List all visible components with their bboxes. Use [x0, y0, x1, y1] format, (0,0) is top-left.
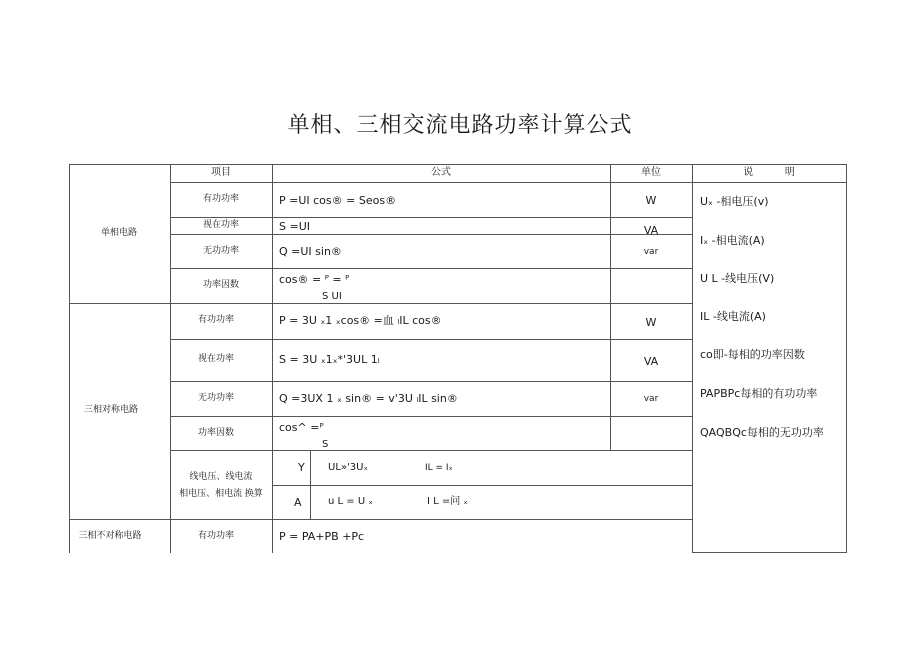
note-item: Uₓ -相电压(v)	[700, 195, 769, 208]
note-item: Iₓ -相电流(A)	[700, 234, 765, 247]
wye-current-formula: IL = Iₓ	[425, 463, 453, 473]
note-item: QAQBQc每相的无功功率	[700, 426, 824, 439]
formula: S =UI	[279, 220, 310, 233]
formula: P =UI cos® = Seos®	[279, 194, 397, 207]
table-rule	[69, 519, 692, 520]
table-border-right	[846, 164, 847, 553]
table-rule	[170, 450, 692, 451]
formula: P = PA+PB +Pc	[279, 530, 365, 543]
item-label: 有功功率	[202, 194, 240, 204]
unit: W	[645, 194, 657, 207]
formula: Q =UI sin®	[279, 245, 342, 258]
formula: cos® = ᴾ = ᴾ	[279, 273, 350, 286]
note-item: PAPBPc每相的有功功率	[700, 387, 818, 400]
header-unit: 单位	[641, 167, 661, 178]
item-label: 功率因数	[197, 428, 235, 438]
unit: W	[645, 316, 657, 329]
note-item: IL -线电流(A)	[700, 310, 766, 323]
table-col-rule	[692, 164, 693, 553]
table-rule	[170, 268, 692, 269]
table-border-left	[69, 164, 70, 553]
table-rule	[69, 303, 692, 304]
table-rule	[170, 339, 692, 340]
wye-voltage-formula: UL»'3Uₓ	[328, 462, 368, 473]
table-col-rule	[272, 164, 273, 553]
unit: var	[643, 247, 659, 257]
item-label: 有功功率	[197, 531, 235, 541]
item-label: 无功功率	[197, 393, 235, 403]
wye-connection-label: Y	[298, 461, 305, 474]
table-rule	[272, 485, 692, 486]
formula-denominator: S UI	[322, 291, 342, 302]
table-rule	[170, 234, 692, 235]
table-rule	[170, 416, 692, 417]
unit: VA	[643, 355, 659, 368]
formula-denominator: S	[322, 439, 329, 450]
table-rule	[170, 217, 692, 218]
unit: VA	[643, 224, 659, 237]
header-formula: 公式	[431, 167, 451, 178]
table-col-rule	[170, 164, 171, 553]
group-label-three-phase-asymmetric: 三相不对称电路	[78, 531, 142, 541]
item-label-line-phase-2: 相电压、相电流 换算	[179, 489, 263, 499]
table-border-top	[69, 164, 846, 165]
item-label: 无功功率	[202, 246, 240, 256]
note-item: co即-每相的功率因数	[700, 348, 805, 361]
item-label: 视在功率	[202, 220, 240, 230]
page-title: 单相、三相交流电路功率计算公式	[287, 113, 633, 138]
table-border-bottom	[692, 552, 846, 553]
formula: P = 3U ₓ1 ₓcos® =血 ₗIL cos®	[279, 314, 442, 327]
group-label-three-phase-symmetric: 三相对称电路	[83, 405, 139, 415]
item-label: 功率因数	[202, 280, 240, 290]
note-item: U L -线电压(V)	[700, 272, 775, 285]
unit: var	[643, 394, 659, 404]
formula: Q =3UX 1 ₓ sin® = v'3U ₗIL sin®	[279, 392, 458, 405]
item-label: 视在功率	[197, 354, 235, 364]
table-col-rule	[610, 164, 611, 451]
formula: cos^ =ᴾ	[279, 421, 324, 434]
item-label: 有功功率	[197, 315, 235, 325]
header-item: 项目	[211, 167, 231, 178]
table-col-rule	[310, 450, 311, 519]
delta-connection-label: A	[294, 496, 302, 509]
group-label-single-phase: 单相电路	[100, 228, 138, 238]
delta-voltage-formula: u L = U ₓ	[328, 496, 373, 507]
item-label-line-phase-1: 线电压、线电流	[189, 472, 253, 482]
delta-current-formula: I L =问 ₓ	[427, 496, 468, 507]
header-note: 说 明	[743, 167, 795, 178]
table-rule	[170, 381, 692, 382]
formula: S = 3U ₓ1ₓ*'3UL 1ₗ	[279, 353, 380, 366]
